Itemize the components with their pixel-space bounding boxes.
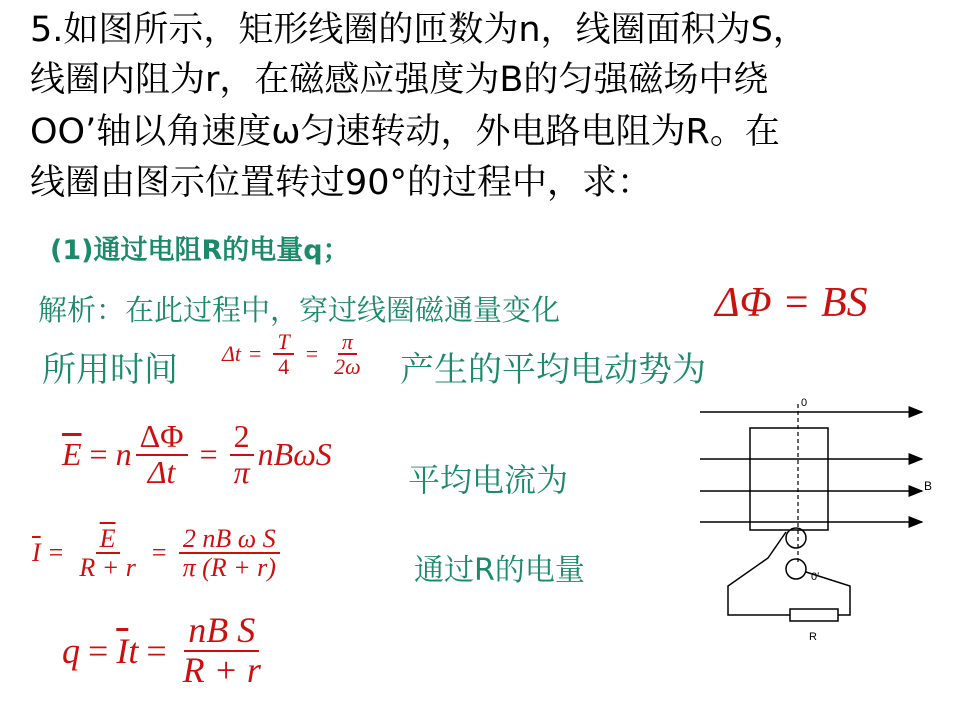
charge-formula [62,612,269,690]
charge-eq1: = [88,630,109,671]
emf-frac-1-num: ΔΦ [136,420,188,456]
slip-ring-bottom [786,559,806,579]
time-lhs: Δt [222,341,242,367]
time-label: 所用时间 [42,350,178,390]
current-lhs: $\overline{I}$ [32,538,41,568]
time-frac-2-num: π [338,330,357,355]
emf-frac-2-den: π [233,453,250,490]
emf-eq2: = [199,436,218,473]
emf-rest: nBωS [257,436,332,473]
time-frac-2-den: 2ω [334,354,361,380]
emf-frac-2-num: 2 [230,420,254,456]
current-frac-1 [75,525,140,582]
time-frac-2 [330,330,365,378]
field-label: B [924,479,933,493]
time-eq1: = [249,341,262,367]
charge-frac-den: R + r [182,649,261,690]
coil-circuit-diagram [690,390,950,650]
emf-frac-1 [136,420,188,489]
emf-frac-2 [230,420,254,489]
charge-mid: $\overline{I}$ [116,630,129,671]
time-frac-1-den: 4 [278,354,290,380]
charge-eq2: = [146,630,167,671]
problem-line-4: 线圈由图示位置转过90°的过程中，求： [30,163,653,203]
time-eq2: = [305,341,319,367]
problem-line-2: 线圈内阻为r，在磁感应强度为B的匀强磁场中绕 [30,60,769,100]
emf-formula [62,420,332,489]
emf-n: n [115,436,132,473]
emf-frac-1-den: Δt [147,453,176,490]
problem-line-3: OO’轴以角速度ω匀速转动，外电路电阻为R。在 [30,112,780,152]
current-formula [32,525,284,582]
current-label: 平均电流为 [408,461,569,499]
coil-rectangle [750,428,828,530]
charge-label: 通过R的电量 [414,553,585,588]
charge-frac-num: nB S [184,612,259,652]
emf-lhs: $\overline{E}$ [62,436,82,473]
time-frac-1 [273,330,293,378]
flux-change-formula: ΔΦ = BS [715,280,868,326]
analysis-intro: 解析：在此过程中，穿过线圈磁通量变化 [38,293,561,327]
charge-lhs: q [62,630,80,671]
current-frac-2-num: 2 nB ω S [179,525,280,554]
current-frac-2-den: π (R + r) [182,553,276,583]
current-eq1: = [48,538,64,568]
emf-eq1: = [89,436,108,473]
current-eq2: = [151,538,167,568]
current-frac-2 [179,525,280,582]
axis-bottom-label: 0′ [811,571,820,583]
emf-label: 产生的平均电动势为 [400,350,706,390]
resistor [790,609,838,621]
axis-top-label: 0 [801,397,808,409]
question-1: (1)通过电阻R的电量q； [50,235,350,266]
time-formula [222,330,369,378]
slip-ring-top [786,528,806,548]
charge-t: t [128,630,139,671]
time-frac-1-num: T [273,330,293,355]
current-frac-1-num: $\overline{E}$ [96,525,120,554]
resistor-label: R [809,631,817,643]
charge-frac [179,612,265,690]
problem-line-1: 5.如图所示，矩形线圈的匝数为n，线圈面积为S， [30,10,808,50]
current-frac-1-den: R + r [79,553,136,583]
circuit-wire-left [728,532,790,615]
